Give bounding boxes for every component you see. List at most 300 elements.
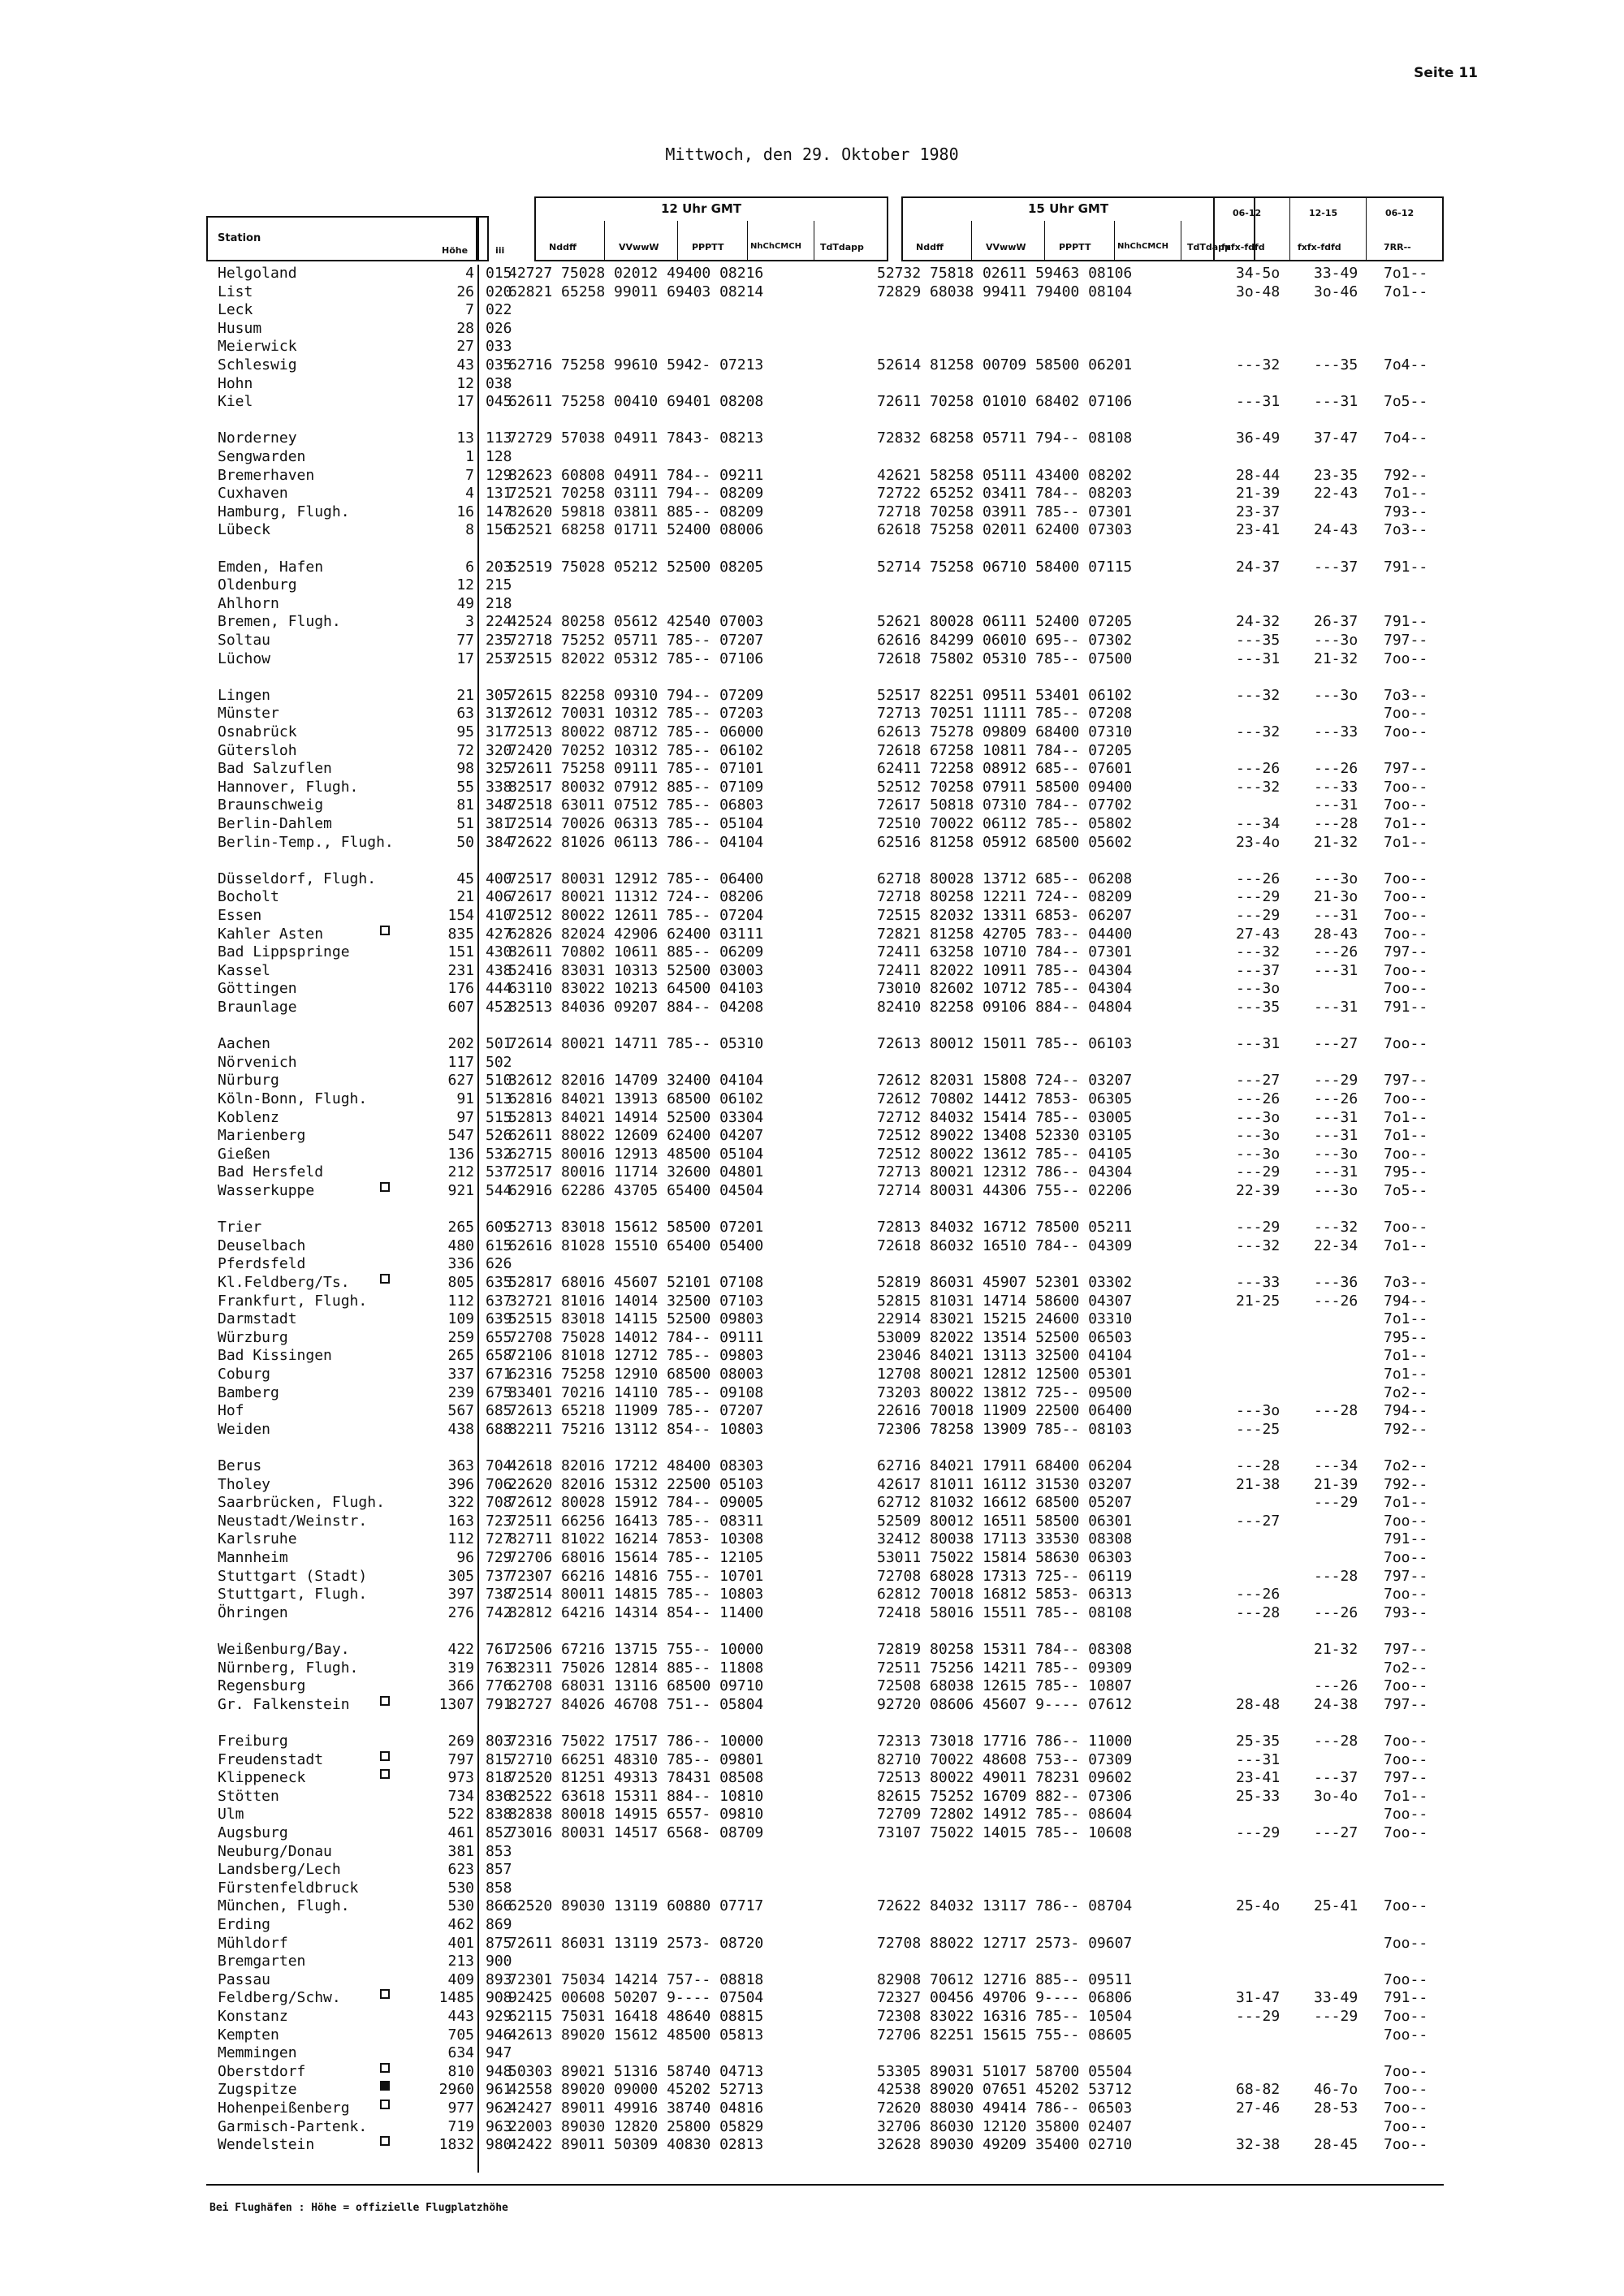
- range-12-15: 21-32: [1314, 650, 1358, 667]
- page-title: Mittwoch, den 29. Oktober 1980: [665, 145, 959, 164]
- rsub-2: fxfx-fdfd: [1298, 242, 1341, 252]
- station-name: Neuburg/Donau: [218, 1842, 332, 1860]
- station-id: 544: [486, 1182, 512, 1199]
- table-row: [0, 338, 1624, 356]
- station-id: 962: [486, 2100, 512, 2117]
- code-06-12: 7oo--: [1384, 870, 1428, 887]
- obs-12utc: 72611 75258 09111 785-- 07101: [508, 760, 764, 778]
- obs-12utc: 72612 70031 10312 785-- 07203: [508, 705, 764, 723]
- code-06-12: 791--: [1384, 999, 1428, 1016]
- table-row: [0, 1017, 1624, 1035]
- obs-12utc: 62708 68031 13116 68500 09710: [508, 1677, 764, 1695]
- obs-12utc: 72515 82022 05312 785-- 07106: [508, 650, 764, 667]
- range-06-12: 36-49: [1236, 429, 1281, 447]
- range-06-12: ---32: [1236, 356, 1281, 373]
- range-12-15: 24-38: [1314, 1695, 1358, 1713]
- station-name: Saarbrücken, Flugh.: [218, 1494, 385, 1512]
- range-06-12: 24-37: [1236, 558, 1281, 576]
- station-name: Bad Lippspringe: [218, 943, 350, 961]
- iii-header-box: [476, 216, 489, 261]
- range-06-12: ---26: [1236, 1090, 1281, 1107]
- station-elevation: 797: [447, 1750, 474, 1768]
- station-id: 791: [486, 1695, 512, 1713]
- station-name: Osnabrück: [218, 723, 297, 740]
- range-12-15: 25-41: [1314, 1897, 1358, 1915]
- table-row: [0, 2118, 1624, 2136]
- station-id: 946: [486, 2026, 512, 2044]
- obs-12utc: 63110 83022 10213 64500 04103: [508, 980, 764, 998]
- station-id: 961: [486, 2081, 512, 2099]
- table-row: [0, 1163, 1624, 1181]
- table-row: [0, 1549, 1624, 1567]
- code-06-12: 7oo--: [1384, 1586, 1428, 1603]
- obs-12utc: 62826 82024 42906 62400 03111: [508, 925, 764, 943]
- station-name: Öhringen: [218, 1603, 288, 1621]
- station-elevation: 4: [465, 265, 474, 282]
- obs-12utc: 72521 70258 03111 794-- 08209: [508, 485, 764, 503]
- range-12-15: ---26: [1314, 1090, 1358, 1107]
- table-row: [0, 870, 1624, 888]
- range-06-12: ---35: [1236, 999, 1281, 1016]
- obs-12utc: 82211 75216 13112 854-- 10803: [508, 1420, 764, 1438]
- obs-15utc: 72718 80258 12211 724-- 08209: [877, 888, 1133, 906]
- station-elevation: 212: [447, 1163, 474, 1181]
- code-06-12: 794--: [1384, 1292, 1428, 1310]
- station-elevation: 443: [447, 2008, 474, 2025]
- obs-15utc: 32628 89030 49209 35400 02710: [877, 2136, 1133, 2154]
- station-name: Wasserkuppe: [218, 1182, 315, 1199]
- range-06-12: 3o-48: [1236, 283, 1281, 300]
- station-id: 325: [486, 760, 512, 778]
- table-row: [0, 301, 1624, 319]
- station-name: Pferdsfeld: [218, 1255, 306, 1273]
- table-row: [0, 1054, 1624, 1072]
- iii-header: iii: [495, 245, 505, 256]
- sep: [1289, 196, 1290, 261]
- station-name: Darmstadt: [218, 1310, 297, 1328]
- code-06-12: 792--: [1384, 1420, 1428, 1438]
- table-row: [0, 943, 1624, 961]
- obs-12utc: 82623 60808 04911 784-- 09211: [508, 466, 764, 484]
- station-elevation: 6: [465, 558, 474, 576]
- station-name: Klippeneck: [218, 1769, 306, 1787]
- range-12-15: ---29: [1314, 1494, 1358, 1512]
- station-elevation: 480: [447, 1236, 474, 1254]
- footnote: Bei Flughäfen : Höhe = offizielle Flugplatzhöhe: [209, 2202, 508, 2214]
- station-name: Bad Hersfeld: [218, 1163, 324, 1181]
- station-id: 929: [486, 2008, 512, 2025]
- station-elevation: 401: [447, 1934, 474, 1952]
- station-elevation: 154: [447, 907, 474, 924]
- range-06-12: ---29: [1236, 907, 1281, 924]
- table-row: [0, 888, 1624, 906]
- code-06-12: 7o1--: [1384, 1347, 1428, 1365]
- station-elevation: 366: [447, 1677, 474, 1695]
- range-06-12: 25-35: [1236, 1733, 1281, 1750]
- code-06-12: 7o1--: [1384, 815, 1428, 832]
- table-row: [0, 283, 1624, 301]
- station-id: 626: [486, 1255, 512, 1273]
- station-elevation: 112: [447, 1292, 474, 1310]
- station-name: Nürburg: [218, 1072, 279, 1090]
- obs-12utc: 72517 80016 11714 32600 04801: [508, 1163, 764, 1181]
- range-06-12: ---32: [1236, 686, 1281, 704]
- range-12-15: ---27: [1314, 1035, 1358, 1053]
- station-name: Frankfurt, Flugh.: [218, 1292, 368, 1310]
- code-06-12: 792--: [1384, 1475, 1428, 1493]
- station-id: 727: [486, 1530, 512, 1548]
- range-06-12: ---26: [1236, 1586, 1281, 1603]
- range-12-15: 21-39: [1314, 1475, 1358, 1493]
- obs-15utc: 72829 68038 99411 79400 08104: [877, 283, 1133, 300]
- obs-12utc: 82513 84036 09207 884-- 04208: [508, 999, 764, 1016]
- obs-15utc: 62718 80028 13712 685-- 06208: [877, 870, 1133, 887]
- station-id: 815: [486, 1750, 512, 1768]
- station-name: Erding: [218, 1916, 271, 1933]
- station-name: Köln-Bonn, Flugh.: [218, 1090, 368, 1107]
- station-elevation: 21: [456, 888, 474, 906]
- obs-12utc: 42427 89011 49916 38740 04816: [508, 2100, 764, 2117]
- station-name: Berlin-Dahlem: [218, 815, 332, 832]
- c15-vvwww: VVwwW: [986, 242, 1026, 252]
- code-06-12: 7oo--: [1384, 1512, 1428, 1530]
- station-id: 858: [486, 1879, 512, 1897]
- obs-15utc: 72411 82022 10911 785-- 04304: [877, 961, 1133, 979]
- table-row: [0, 448, 1624, 466]
- station-id: 526: [486, 1127, 512, 1145]
- station-id: 963: [486, 2117, 512, 2135]
- station-elevation: 705: [447, 2026, 474, 2044]
- table-row: [0, 2008, 1624, 2026]
- station-id: 384: [486, 833, 512, 851]
- station-name: Nürnberg, Flugh.: [218, 1659, 359, 1677]
- station-elevation: 319: [447, 1659, 474, 1677]
- obs-15utc: 72821 81258 42705 783-- 04400: [877, 925, 1133, 943]
- code-06-12: 7oo--: [1384, 650, 1428, 667]
- code-06-12: 7o3--: [1384, 1274, 1428, 1291]
- range-12-15: ---31: [1314, 961, 1358, 979]
- station-name: Kiel: [218, 393, 253, 411]
- range-06-12: ---28: [1236, 1457, 1281, 1474]
- square-icon: [380, 1769, 390, 1779]
- code-06-12: 7oo--: [1384, 2100, 1428, 2117]
- obs-15utc: 82410 82258 09106 884-- 04804: [877, 999, 1133, 1016]
- range-06-12: 23-37: [1236, 503, 1281, 520]
- range-06-12: ---33: [1236, 1274, 1281, 1291]
- station-elevation: 77: [456, 632, 474, 649]
- obs-15utc: 52509 80012 16511 58500 06301: [877, 1512, 1133, 1530]
- station-id: 305: [486, 686, 512, 704]
- table-row: [0, 815, 1624, 833]
- table-row: [0, 1421, 1624, 1439]
- range-06-12: ---29: [1236, 888, 1281, 906]
- station-elevation: 409: [447, 1970, 474, 1988]
- station-name: München, Flugh.: [218, 1897, 350, 1915]
- range-12-15: ---29: [1314, 1072, 1358, 1090]
- code-06-12: 7oo--: [1384, 1750, 1428, 1768]
- table-row: [0, 1677, 1624, 1695]
- code-06-12: 7oo--: [1384, 888, 1428, 906]
- station-id: 147: [486, 503, 512, 520]
- obs-15utc: 62812 70018 16812 5853- 06313: [877, 1586, 1133, 1603]
- station-elevation: 21: [456, 686, 474, 704]
- table-row: [0, 1384, 1624, 1402]
- table-row: [0, 980, 1624, 998]
- square-icon: [380, 1274, 390, 1284]
- obs-15utc: 72512 80022 13612 785-- 04105: [877, 1145, 1133, 1163]
- station-name: Kl.Feldberg/Ts.: [218, 1274, 350, 1291]
- station-id: 761: [486, 1641, 512, 1658]
- obs-12utc: 22003 89030 12820 25800 05829: [508, 2117, 764, 2135]
- station-id: 708: [486, 1494, 512, 1512]
- station-elevation: 81: [456, 796, 474, 814]
- range-12-15: 37-47: [1314, 429, 1358, 447]
- station-id: 510: [486, 1072, 512, 1090]
- code-06-12: 791--: [1384, 613, 1428, 631]
- code-06-12: 7o2--: [1384, 1659, 1428, 1677]
- station-name: Deuselbach: [218, 1236, 306, 1254]
- range-12-15: ---31: [1314, 907, 1358, 924]
- obs-12utc: 72729 57038 04911 7843- 08213: [508, 429, 764, 447]
- code-06-12: 7oo--: [1384, 1219, 1428, 1236]
- station-id: 836: [486, 1787, 512, 1805]
- obs-12utc: 82711 81022 16214 7853- 10308: [508, 1530, 764, 1548]
- code-06-12: 7o2--: [1384, 1457, 1428, 1474]
- table-row: [0, 1622, 1624, 1640]
- station-name: Garmisch-Partenk.: [218, 2117, 368, 2135]
- station-name: Münster: [218, 705, 279, 723]
- station-id: 203: [486, 558, 512, 576]
- code-06-12: 797--: [1384, 760, 1428, 778]
- range-06-12: ---26: [1236, 870, 1281, 887]
- station-id: 215: [486, 576, 512, 594]
- obs-12utc: 72615 82258 09310 794-- 07209: [508, 686, 764, 704]
- table-row: [0, 503, 1624, 521]
- station-name: Emden, Hafen: [218, 558, 324, 576]
- station-elevation: 322: [447, 1494, 474, 1512]
- station-elevation: 3: [465, 613, 474, 631]
- station-elevation: 202: [447, 1035, 474, 1053]
- code-06-12: 791--: [1384, 1530, 1428, 1548]
- code-06-12: 7oo--: [1384, 2081, 1428, 2099]
- code-06-12: 793--: [1384, 503, 1428, 520]
- table-row: [0, 1494, 1624, 1512]
- code-06-12: 7o2--: [1384, 1383, 1428, 1401]
- station-elevation: 12: [456, 576, 474, 594]
- range-06-12: ---29: [1236, 2008, 1281, 2025]
- station-id: 706: [486, 1475, 512, 1493]
- table-row: [0, 1916, 1624, 1934]
- station-id: 729: [486, 1549, 512, 1566]
- station-id: 430: [486, 943, 512, 961]
- table-row: [0, 926, 1624, 943]
- station-id: 033: [486, 338, 512, 356]
- c15-nddff: Nddff: [916, 242, 944, 252]
- table-row: [0, 1935, 1624, 1953]
- obs-12utc: 72710 66251 48310 785-- 09801: [508, 1750, 764, 1768]
- range-12-15: 22-34: [1314, 1236, 1358, 1254]
- station-id: 022: [486, 301, 512, 319]
- code-06-12: 7oo--: [1384, 2136, 1428, 2154]
- range-12-15: 21-3o: [1314, 888, 1358, 906]
- range-12-15: ---37: [1314, 1769, 1358, 1787]
- station-id: 838: [486, 1806, 512, 1823]
- code-06-12: 7o1--: [1384, 1366, 1428, 1383]
- station-id: 338: [486, 778, 512, 796]
- station-elevation: 462: [447, 1916, 474, 1933]
- station-name: Berlin-Temp., Flugh.: [218, 833, 394, 851]
- station-id: 738: [486, 1586, 512, 1603]
- station-elevation: 810: [447, 2062, 474, 2080]
- table-row: [0, 834, 1624, 852]
- station-elevation: 461: [447, 1824, 474, 1841]
- obs-12utc: 42618 82016 17212 48400 08303: [508, 1457, 764, 1474]
- station-id: 609: [486, 1219, 512, 1236]
- range-12-15: ---29: [1314, 2008, 1358, 2025]
- station-elevation: 422: [447, 1641, 474, 1658]
- station-elevation: 805: [447, 1274, 474, 1291]
- obs-15utc: 72713 70251 11111 785-- 07208: [877, 705, 1133, 723]
- table-row: [0, 1310, 1624, 1328]
- range-06-12: ---34: [1236, 815, 1281, 832]
- range-06-12: ---29: [1236, 1824, 1281, 1841]
- station-elevation: 734: [447, 1787, 474, 1805]
- range-06-12: ---32: [1236, 723, 1281, 740]
- table-row: [0, 1035, 1624, 1053]
- station-id: 532: [486, 1145, 512, 1163]
- obs-12utc: 72106 81018 12712 785-- 09803: [508, 1347, 764, 1365]
- station-name: Leck: [218, 301, 253, 319]
- square-icon: [380, 2063, 390, 2073]
- table-row: [0, 1806, 1624, 1823]
- code-06-12: 7oo--: [1384, 925, 1428, 943]
- obs-15utc: 72612 70802 14412 7853- 06305: [877, 1090, 1133, 1107]
- station-id: 737: [486, 1567, 512, 1585]
- range-06-12: 34-5o: [1236, 265, 1281, 282]
- rsub-3: 7RR--: [1384, 242, 1411, 252]
- obs-12utc: 62611 88022 12609 62400 04207: [508, 1127, 764, 1145]
- table-row: [0, 1714, 1624, 1732]
- station-id: 639: [486, 1310, 512, 1328]
- station-id: 675: [486, 1383, 512, 1401]
- obs-12utc: 72718 75252 05711 785-- 07207: [508, 632, 764, 649]
- code-06-12: 7oo--: [1384, 1733, 1428, 1750]
- code-06-12: 7oo--: [1384, 2008, 1428, 2025]
- code-06-12: 7o1--: [1384, 485, 1428, 503]
- obs-12utc: 42524 80258 05612 42540 07003: [508, 613, 764, 631]
- table-row: [0, 1457, 1624, 1475]
- range-06-12: 27-46: [1236, 2100, 1281, 2117]
- obs-12utc: 42422 89011 50309 40830 02813: [508, 2136, 764, 2154]
- obs-12utc: 62821 65258 99011 69403 08214: [508, 283, 764, 300]
- obs-15utc: 72512 89022 13408 52330 03105: [877, 1127, 1133, 1145]
- code-06-12: 7oo--: [1384, 1934, 1428, 1952]
- station-id: 818: [486, 1769, 512, 1787]
- obs-12utc: 72613 65218 11909 785-- 07207: [508, 1402, 764, 1420]
- code-06-12: 7oo--: [1384, 2062, 1428, 2080]
- station-elevation: 136: [447, 1145, 474, 1163]
- obs-12utc: 62716 75258 99610 5942- 07213: [508, 356, 764, 373]
- station-name: Stuttgart, Flugh.: [218, 1586, 368, 1603]
- code-06-12: 7oo--: [1384, 1145, 1428, 1163]
- obs-12utc: 72520 81251 49313 78431 08508: [508, 1769, 764, 1787]
- table-row: [0, 779, 1624, 796]
- station-name: Gießen: [218, 1145, 271, 1163]
- range-12-15: 33-49: [1314, 1989, 1358, 2007]
- table-row: [0, 521, 1624, 539]
- station-elevation: 231: [447, 961, 474, 979]
- table-row: [0, 1072, 1624, 1090]
- station-id: 348: [486, 796, 512, 814]
- obs-12utc: 32721 81016 14014 32500 07103: [508, 1292, 764, 1310]
- table-header: [206, 196, 1444, 261]
- station-elevation: 276: [447, 1603, 474, 1621]
- code-06-12: 7o3--: [1384, 521, 1428, 539]
- range-06-12: 25-4o: [1236, 1897, 1281, 1915]
- station-id: 015: [486, 265, 512, 282]
- range-06-12: ---32: [1236, 943, 1281, 961]
- station-id: 688: [486, 1420, 512, 1438]
- range-12-15: 22-43: [1314, 485, 1358, 503]
- range-06-12: ---32: [1236, 1236, 1281, 1254]
- obs-15utc: 72612 82031 15808 724-- 03207: [877, 1072, 1133, 1090]
- table-row: [0, 796, 1624, 814]
- station-elevation: 17: [456, 393, 474, 411]
- range-12-15: 21-32: [1314, 833, 1358, 851]
- station-id: 980: [486, 2136, 512, 2154]
- c12-clouds: NhChCMCH: [750, 242, 801, 251]
- obs-15utc: 52815 81031 14714 58600 04307: [877, 1292, 1133, 1310]
- range-06-12: 25-33: [1236, 1787, 1281, 1805]
- code-06-12: 7o4--: [1384, 429, 1428, 447]
- range-06-12: ---35: [1236, 632, 1281, 649]
- station-elevation: 163: [447, 1512, 474, 1530]
- table-row: [0, 1146, 1624, 1163]
- obs-15utc: 72708 88022 12717 2573- 09607: [877, 1934, 1133, 1952]
- range-12-15: ---3o: [1314, 1145, 1358, 1163]
- station-elevation: 176: [447, 980, 474, 998]
- table-row: [0, 742, 1624, 760]
- square-icon: [380, 1989, 390, 1999]
- obs-15utc: 72306 78258 13909 785-- 08103: [877, 1420, 1133, 1438]
- station-id: 410: [486, 907, 512, 924]
- code-06-12: 7oo--: [1384, 980, 1428, 998]
- table-row: [0, 1897, 1624, 1915]
- station-id: 776: [486, 1677, 512, 1695]
- range-06-12: 68-82: [1236, 2081, 1281, 2099]
- range-06-12: ---26: [1236, 760, 1281, 778]
- station-elevation: 259: [447, 1328, 474, 1346]
- obs-15utc: 22914 83021 15215 24600 03310: [877, 1310, 1133, 1328]
- range-06-12: ---31: [1236, 650, 1281, 667]
- table-row: [0, 320, 1624, 338]
- code-06-12: 7o4--: [1384, 356, 1428, 373]
- code-06-12: 7o1--: [1384, 1787, 1428, 1805]
- table-row: [0, 429, 1624, 447]
- table-row: [0, 1090, 1624, 1108]
- station-id: 893: [486, 1970, 512, 1988]
- station-id: 501: [486, 1035, 512, 1053]
- station-id: 637: [486, 1292, 512, 1310]
- code-06-12: 7oo--: [1384, 961, 1428, 979]
- range-06-12: ---37: [1236, 961, 1281, 979]
- obs-15utc: 82710 70022 48608 753-- 07309: [877, 1750, 1133, 1768]
- range-12-15: 46-7o: [1314, 2081, 1358, 2099]
- c12-td: TdTdapp: [820, 242, 864, 252]
- table-row: [0, 1439, 1624, 1457]
- range-12-15: ---26: [1314, 1292, 1358, 1310]
- table-row: [0, 559, 1624, 576]
